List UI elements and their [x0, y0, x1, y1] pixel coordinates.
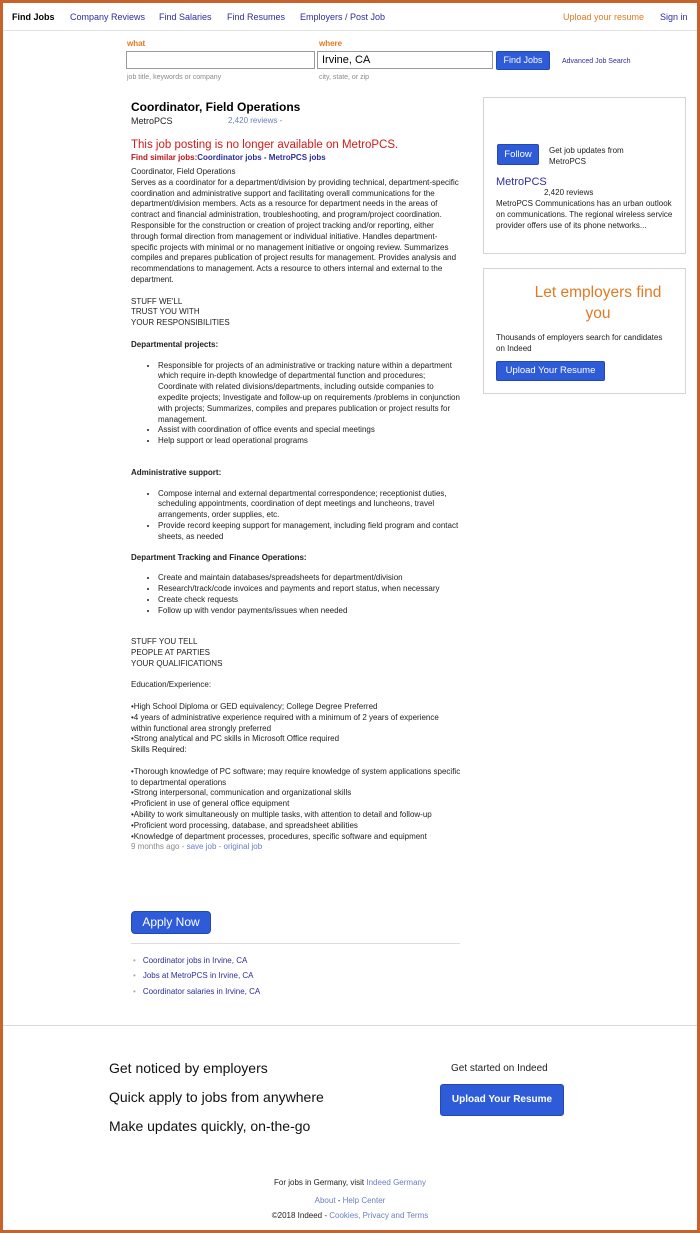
nav-employers-post-job[interactable]: Employers / Post Job [300, 12, 386, 22]
skills-line: •Ability to work simultaneously on multiple tasks, with attention to detail and follow-up [131, 810, 432, 820]
where-label: where [319, 39, 343, 48]
job-description [131, 167, 461, 853]
company-reviews-link[interactable]: 2,420 reviews [228, 116, 278, 125]
original-job-link[interactable]: original job [223, 842, 263, 852]
list-item: • Follow up with vendor payments/issues when needed [158, 606, 461, 617]
about-link[interactable]: About [314, 1196, 336, 1205]
bullet-icon: • [133, 971, 136, 980]
skills-line: •Proficient word processing, database, and spreadsheet abilities [131, 820, 358, 830]
education-line: •4 years of administrative experience required with a minimum of 2 years of experience within functional area strongly preferred [131, 712, 439, 733]
related-coordinator-jobs-link[interactable]: Coordinator jobs in Irvine, CA [142, 956, 248, 965]
footer-divider [3, 1025, 697, 1026]
skills-line: •Strong interpersonal, communication and organizational skills [131, 788, 352, 798]
cookies-privacy-link[interactable]: Cookies, Privacy and Terms [329, 1211, 429, 1220]
nav-upload-resume[interactable]: Upload your resume [563, 12, 645, 22]
footer-separator: - [335, 1196, 343, 1205]
divider [131, 943, 460, 944]
nav-company-reviews[interactable]: Company Reviews [70, 12, 146, 22]
company-card-name[interactable]: MetroPCS [496, 176, 547, 188]
bullet-icon: • [133, 987, 136, 996]
list-item: • Responsible for projects of an administrative or tracking nature within a department which require in-depth knowledge of departmental function and procedures; Coordinate with related divisions/departments, including outside companies to expedite projects; Investigate and follow-up on requirements /problems in conjunction with projects; Summarizes, compiles and prepares publication or project results for management. [158, 361, 461, 426]
nav-find-salaries[interactable]: Find Salaries [159, 12, 212, 22]
tracking-list [131, 573, 461, 616]
expired-notice: This job posting is no longer available on MetroPCS. [131, 139, 399, 151]
upload-resume-footer-button[interactable]: Upload Your Resume [440, 1084, 564, 1116]
similar-metropcs-jobs-link[interactable]: MetroPCS jobs [268, 153, 326, 162]
related-link-item [133, 971, 254, 980]
get-started-text: Get started on Indeed [451, 1063, 548, 1074]
bullet-icon: • [133, 956, 136, 965]
promo-line: Quick apply to jobs from anywhere [109, 1089, 324, 1105]
administrative-list [131, 489, 461, 543]
save-job-link[interactable]: save job [186, 842, 217, 852]
indeed-germany-link[interactable]: Indeed Germany [366, 1178, 426, 1187]
skills-line: •Proficient in use of general office equipment [131, 799, 290, 809]
section-heading-departmental: Departmental projects: [131, 339, 219, 349]
similar-jobs [131, 152, 461, 163]
employer-card-description: Thousands of employers search for candidates on Indeed [496, 333, 663, 353]
promo-line: Make updates quickly, on-the-go [109, 1118, 311, 1134]
what-help-text: job title, keywords or company [127, 74, 222, 81]
stuff-line: YOUR QUALIFICATIONS [131, 658, 223, 668]
description-title: Coordinator, Field Operations [131, 167, 236, 176]
skills-heading: Skills Required: [131, 745, 187, 755]
follow-description: Get job updates from MetroPCS [549, 146, 624, 166]
job-meta [131, 842, 461, 853]
footer-legal [0, 1211, 700, 1220]
stuff-line: TRUST YOU WITH [131, 307, 200, 317]
copyright: ©2018 Indeed [271, 1211, 323, 1220]
skills-line: •Thorough knowledge of PC software; may require knowledge of system applications specific to departmental operations [131, 766, 461, 787]
education-line: •High School Diploma or GED equivalency; College Degree Preferred [131, 702, 378, 712]
related-link-item [133, 987, 260, 996]
list-item: • Help support or lead operational programs [158, 436, 461, 447]
similar-separator: - [261, 153, 269, 162]
education-heading: Education/Experience: [131, 680, 212, 690]
advanced-search-link[interactable]: Advanced Job Search [562, 58, 631, 65]
section-heading-administrative: Administrative support: [131, 467, 222, 477]
similar-coordinator-jobs-link[interactable]: Coordinator jobs [197, 153, 262, 162]
list-item: • Provide record keeping support for management, including field program and contact sheets, as needed [158, 521, 461, 543]
upload-resume-card-button[interactable]: Upload Your Resume [496, 361, 605, 381]
departmental-list [131, 361, 461, 447]
reviews-separator: - [279, 116, 283, 125]
company-name: MetroPCS [131, 116, 173, 126]
skills-line: •Knowledge of department processes, procedures, specific software and equipment [131, 831, 427, 841]
germany-prefix: For jobs in Germany, visit [274, 1178, 365, 1187]
stuff-line: STUFF WE'LL [131, 296, 183, 306]
help-center-link[interactable]: Help Center [342, 1196, 386, 1205]
related-link-item [133, 956, 247, 965]
related-metropcs-jobs-link[interactable]: Jobs at MetroPCS in Irvine, CA [142, 971, 254, 980]
stuff-line: STUFF YOU TELL [131, 637, 198, 647]
related-salaries-link[interactable]: Coordinator salaries in Irvine, CA [142, 987, 261, 996]
footer-germany [0, 1178, 700, 1187]
what-input[interactable] [126, 51, 315, 69]
what-label: what [127, 39, 146, 48]
education-line: •Strong analytical and PC skills in Microsoft Office required [131, 734, 340, 744]
section-heading-tracking: Department Tracking and Finance Operations: [131, 552, 307, 562]
company-card-reviews: 2,420 reviews [544, 188, 594, 197]
footer-separator: - [322, 1211, 330, 1220]
list-item: • Create check requests [158, 595, 461, 606]
list-item: • Create and maintain databases/spreadsheets for department/division [158, 573, 461, 584]
list-item: • Research/track/code invoices and payments and report status, when necessary [158, 584, 461, 595]
nav-find-jobs[interactable]: Find Jobs [12, 12, 55, 22]
similar-jobs-label: Find similar jobs: [131, 153, 198, 162]
job-title: Coordinator, Field Operations [131, 100, 301, 114]
job-posting [131, 100, 461, 853]
meta-separator: - [179, 842, 187, 852]
footer-links [0, 1196, 700, 1205]
description-body: Serves as a coordinator for a department/division by providing technical, department-specific coordination and administrative support and facilitating overall communications for the department/division members. Acts as a resource for department needs in the areas of contract and financial administration, troubleshooting, and program/project coordination. Responsible for the construction or creation of project tracking and/or reporting, either through formal direction from management or individual initiative. Handles department-specific projects with minimal or no management initiative or ongoing review. Summarizes compiles and prepares publication of project results for management. Provides analysis and recommendations to management. Acts a resource to others internal and external to the department. [131, 177, 459, 284]
meta-separator: - [216, 842, 224, 852]
stuff-line: PEOPLE AT PARTIES [131, 648, 210, 658]
follow-button[interactable]: Follow [497, 144, 539, 165]
list-item: • Assist with coordination of office events and special meetings [158, 425, 461, 436]
posted-age: 9 months ago [131, 842, 180, 852]
apply-now-button[interactable]: Apply Now [131, 911, 211, 934]
company-card-description: MetroPCS Communications has an urban outlook on communications. The regional wireless service provider offers use of its phone networks... [496, 199, 673, 230]
stuff-line: YOUR RESPONSIBILITIES [131, 318, 230, 328]
nav-sign-in[interactable]: Sign in [660, 12, 688, 22]
where-help-text: city, state, or zip [319, 74, 370, 81]
nav-find-resumes[interactable]: Find Resumes [227, 12, 286, 22]
top-nav [3, 3, 697, 31]
find-jobs-button[interactable]: Find Jobs [496, 51, 550, 70]
employer-card-title: Let employers find you [534, 284, 662, 322]
where-input[interactable] [317, 51, 493, 69]
list-item: • Compose internal and external departmental correspondence; receptionist duties, scheduling appointments, coordination of dept meetings and luncheons, travel arrangements, order supplies, etc. [158, 489, 461, 521]
promo-line: Get noticed by employers [109, 1060, 268, 1076]
